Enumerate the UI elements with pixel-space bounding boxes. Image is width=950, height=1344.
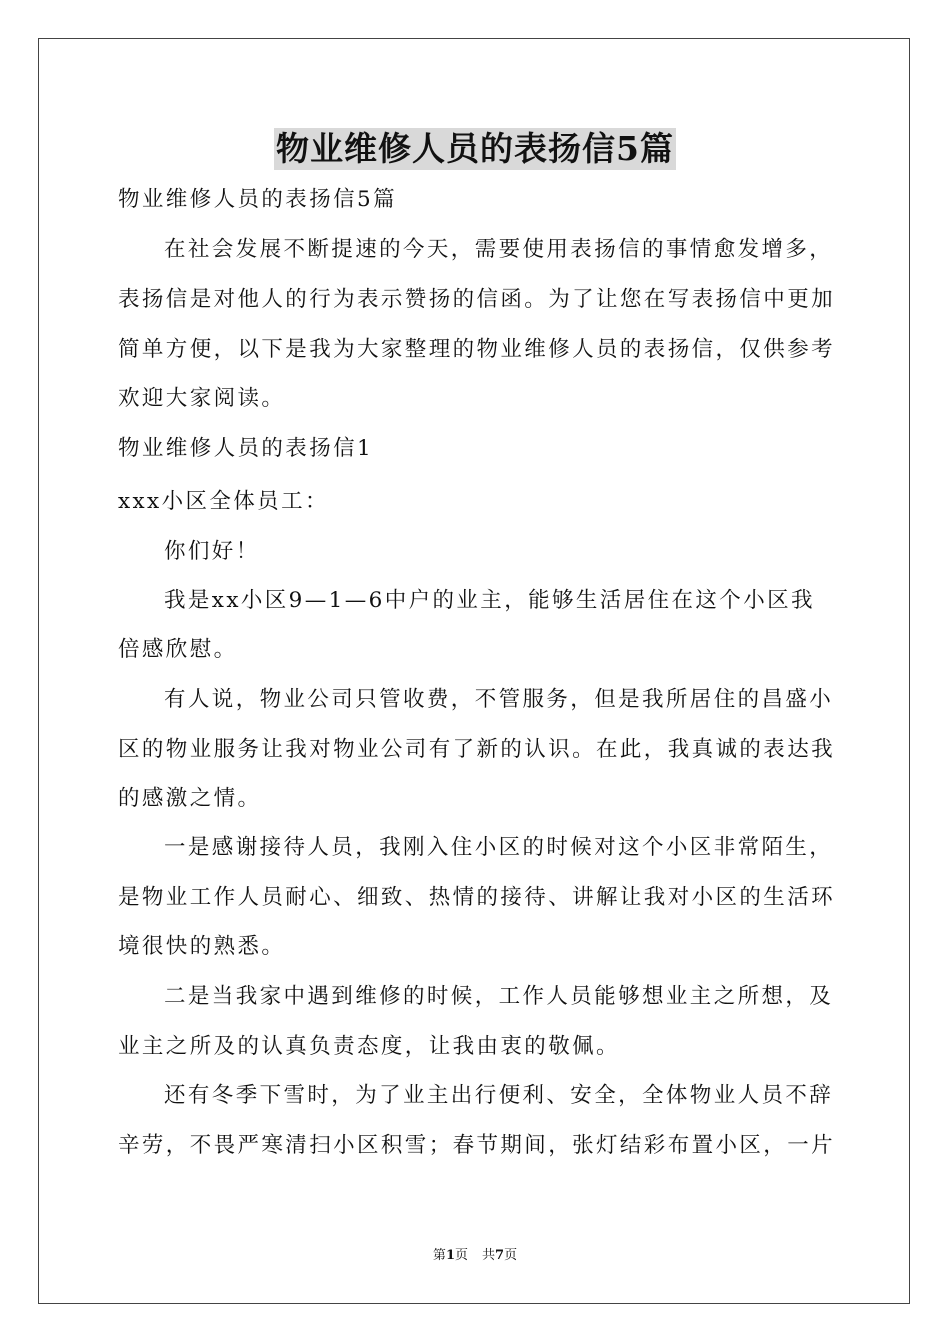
- paragraph-line: 一是感谢接待人员，我刚入住小区的时候对这个小区非常陌生，: [164, 835, 834, 860]
- paragraph-line: 区的物业服务让我对物业公司有了新的认识。在此，我真诚的表达我: [118, 737, 836, 762]
- paragraph-line: 有人说，物业公司只管收费，不管服务，但是我所居住的昌盛小: [164, 687, 834, 712]
- section-heading: 物业维修人员的表扬信1: [118, 436, 374, 461]
- paragraph-line: 辛劳，不畏严寒清扫小区积雪；春节期间，张灯结彩布置小区，一片: [118, 1133, 836, 1158]
- page-footer: [0, 1247, 950, 1265]
- paragraph-line: 简单方便，以下是我为大家整理的物业维修人员的表扬信，仅供参考: [118, 337, 836, 362]
- paragraph-line: 的感激之情。: [118, 786, 262, 811]
- paragraph-line: 在社会发展不断提速的今天，需要使用表扬信的事情愈发增多，: [164, 237, 834, 262]
- paragraph-line: 表扬信是对他人的行为表示赞扬的信函。为了让您在写表扬信中更加: [118, 287, 836, 312]
- page-suffix: 页: [454, 1248, 468, 1263]
- paragraph-line: 境很快的熟悉。: [118, 934, 286, 959]
- page-prefix: 第: [432, 1248, 446, 1263]
- greeting-line: 你们好！: [164, 539, 260, 564]
- paragraph-line: 二是当我家中遇到维修的时候，工作人员能够想业主之所想，及: [164, 984, 834, 1009]
- total-suffix: 页: [504, 1248, 518, 1263]
- paragraph-line: 我是xx小区9—1—6中户的业主，能够生活居住在这个小区我: [164, 588, 815, 613]
- paragraph-line: 欢迎大家阅读。: [118, 386, 286, 411]
- document-title: 物业维修人员的表扬信5篇: [276, 129, 674, 168]
- paragraph-line: 业主之所及的认真负责态度，让我由衷的敬佩。: [118, 1034, 620, 1059]
- subtitle-line: 物业维修人员的表扬信5篇: [118, 187, 397, 212]
- paragraph-line: 还有冬季下雪时，为了业主出行便利、安全，全体物业人员不辞: [164, 1083, 834, 1108]
- paragraph-line: 倍感欣慰。: [118, 637, 238, 662]
- page-border: [38, 38, 910, 1304]
- page-total-number: 7: [495, 1248, 505, 1263]
- salutation-line: xxx小区全体员工：: [118, 489, 329, 514]
- title-container: [0, 128, 950, 170]
- paragraph-line: 是物业工作人员耐心、细致、热情的接待、讲解让我对小区的生活环: [118, 885, 836, 910]
- total-prefix: 共: [482, 1248, 496, 1263]
- page-current-number: 1: [445, 1248, 455, 1263]
